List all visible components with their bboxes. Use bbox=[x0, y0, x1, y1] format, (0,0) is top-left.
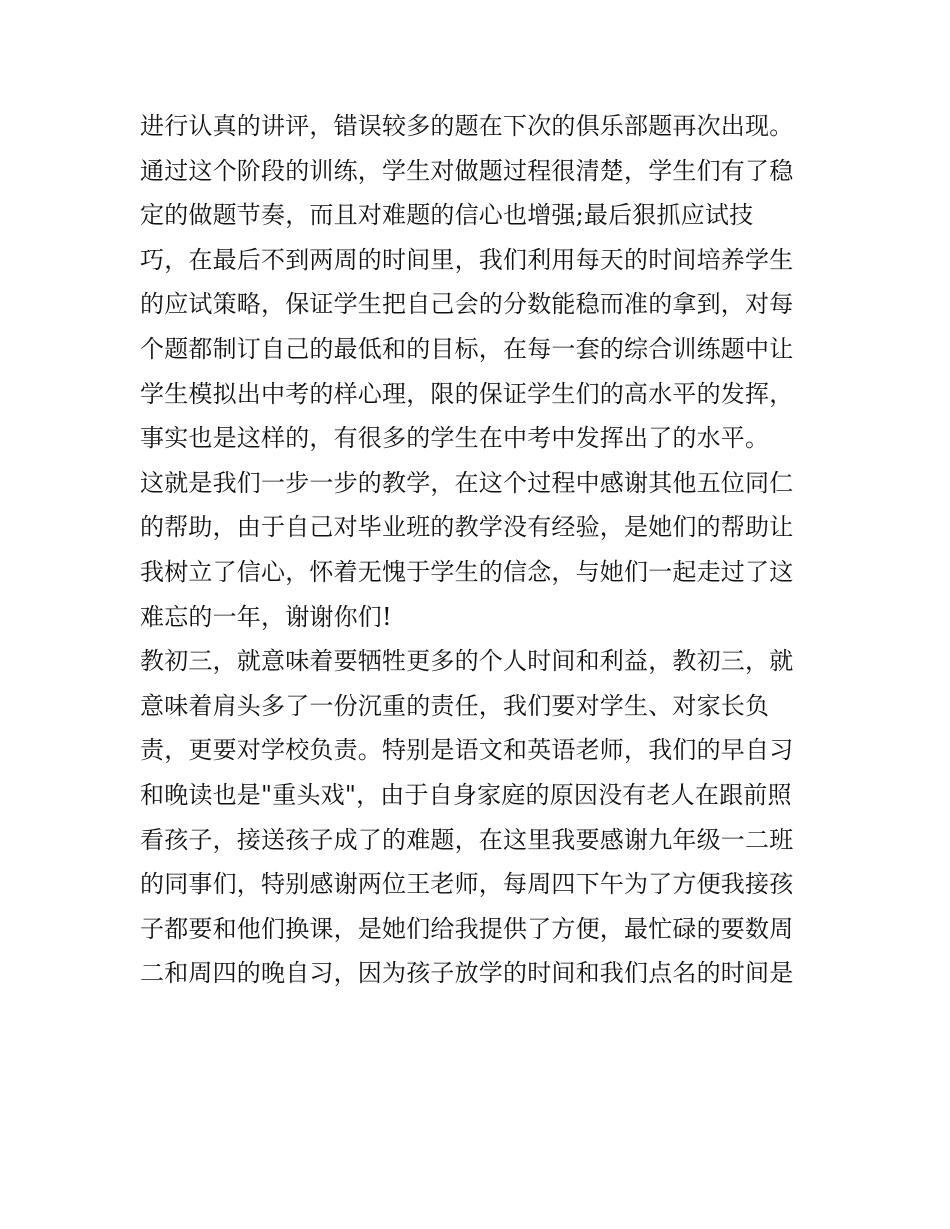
text-line-7: 学生模拟出中考的样心理，限的保证学生们的高水平的发挥， bbox=[140, 379, 794, 408]
text-line-20: 二和周四的晚自习，因为孩子放学的时间和我们点名的时间是 bbox=[140, 959, 794, 988]
text-line-16: 和晚读也是"重头戏"，由于自身家庭的原因没有老人在跟前照 bbox=[140, 780, 792, 809]
text-line-2: 通过这个阶段的训练，学生对做题过程很清楚，学生们有了稳 bbox=[140, 156, 794, 185]
text-line-4: 巧，在最后不到两周的时间里，我们利用每天的时间培养学生 bbox=[140, 245, 794, 274]
text-line-14: 意味着肩头多了一份沉重的责任，我们要对学生、对家长负 bbox=[140, 691, 770, 720]
text-line-10: 的帮助，由于自己对毕业班的教学没有经验，是她们的帮助让 bbox=[140, 513, 794, 542]
text-line-12: 难忘的一年，谢谢你们! bbox=[140, 602, 392, 631]
body-text bbox=[140, 104, 820, 996]
text-line-17: 看孩子，接送孩子成了的难题，在这里我要感谢九年级一二班 bbox=[140, 825, 794, 854]
text-line-3: 定的做题节奏，而且对难题的信心也增强;最后狠抓应试技 bbox=[140, 201, 754, 230]
text-line-11: 我树立了信心，怀着无愧于学生的信念，与她们一起走过了这 bbox=[140, 557, 794, 586]
text-line-5: 的应试策略，保证学生把自己会的分数能稳而准的拿到，对每 bbox=[140, 290, 794, 319]
text-line-13: 教初三，就意味着要牺牲更多的个人时间和利益，教初三，就 bbox=[140, 647, 794, 676]
text-line-6: 个题都制订自己的最低和的目标，在每一套的综合训练题中让 bbox=[140, 334, 794, 363]
text-line-9: 这就是我们一步一步的教学，在这个过程中感谢其他五位同仁 bbox=[140, 468, 794, 497]
text-line-1: 进行认真的讲评，错误较多的题在下次的俱乐部题再次出现。 bbox=[140, 112, 794, 140]
text-line-18: 的同事们，特别感谢两位王老师，每周四下午为了方便我接孩 bbox=[140, 870, 794, 899]
text-line-15: 责，更要对学校负责。特别是语文和英语老师，我们的早自习 bbox=[140, 736, 794, 765]
text-line-19: 子都要和他们换课，是她们给我提供了方便，最忙碌的要数周 bbox=[140, 914, 794, 943]
text-line-8: 事实也是这样的，有很多的学生在中考中发挥出了的水平。 bbox=[140, 424, 770, 453]
